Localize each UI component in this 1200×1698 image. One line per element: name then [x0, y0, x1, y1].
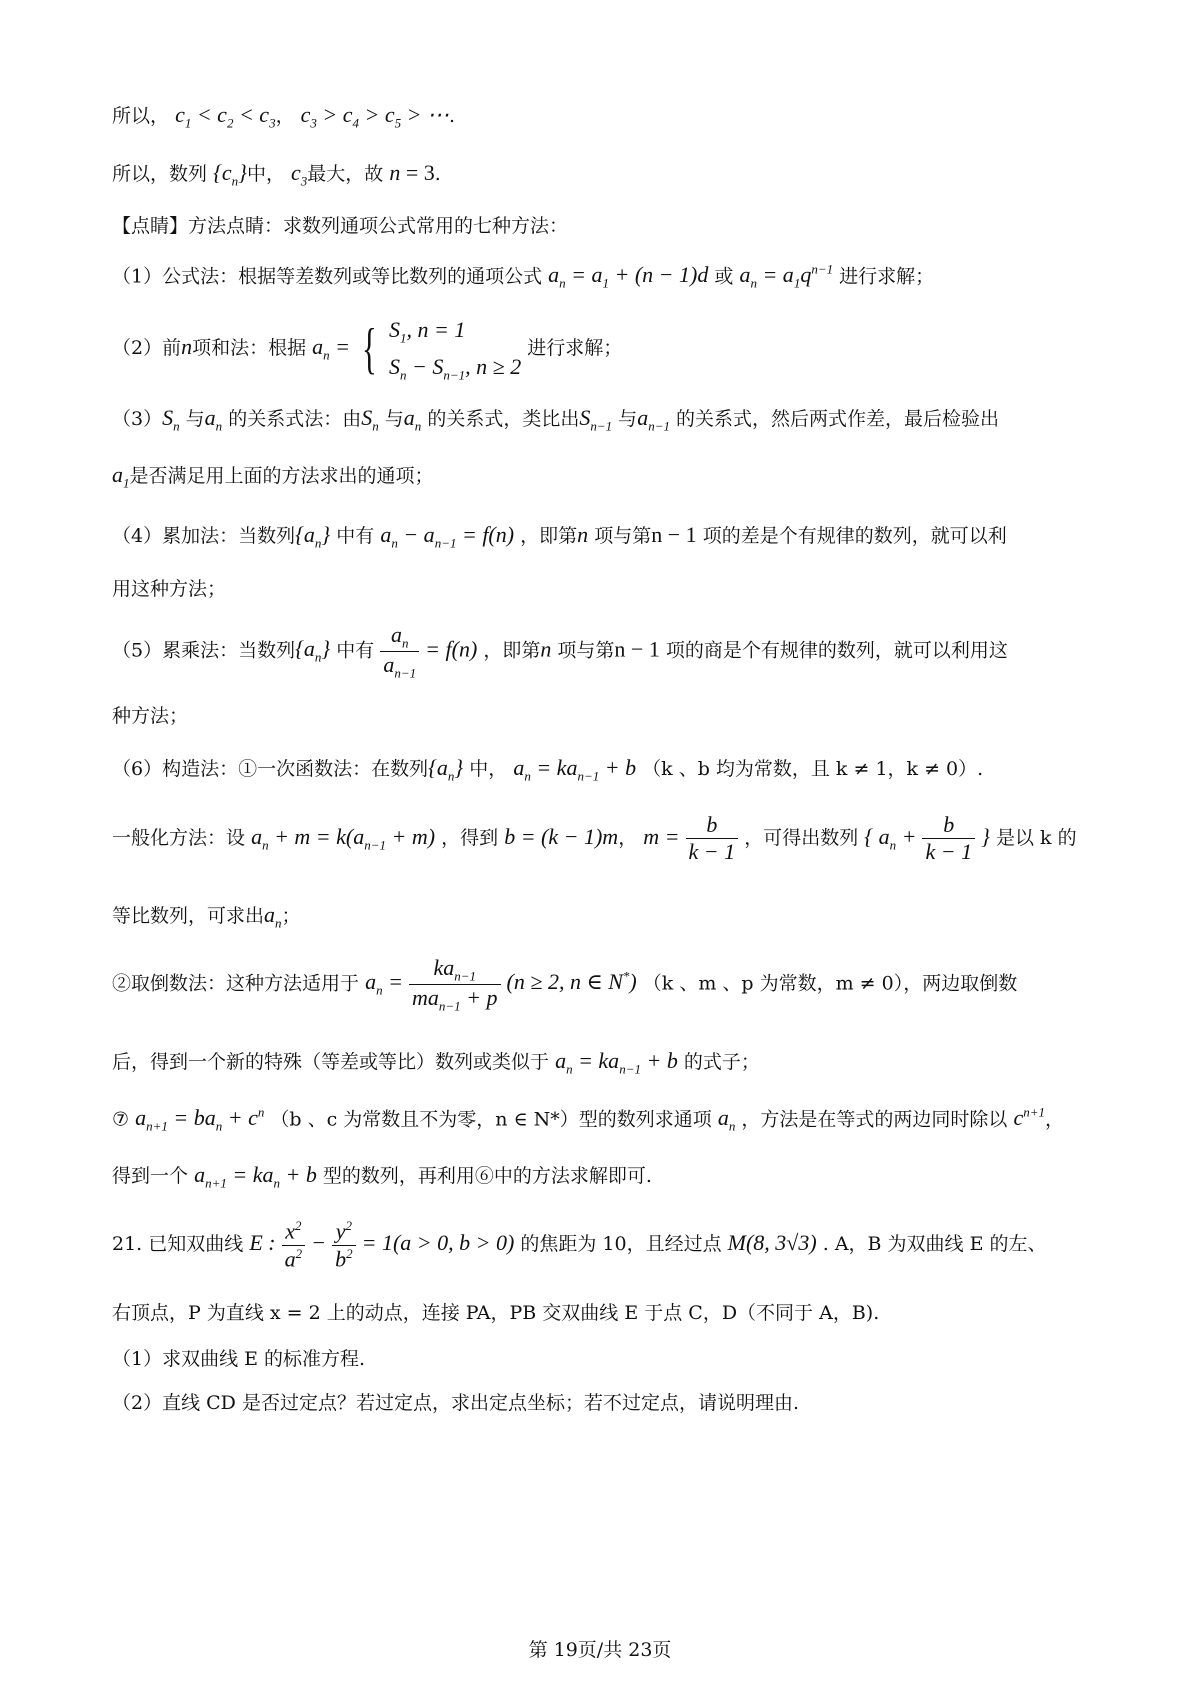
- line-9: 用这种方法；: [112, 578, 227, 600]
- line-2: 所以，数列 $\{c_n\}$中， $c_3$最大，故 n = 3.: [112, 160, 441, 189]
- line-13: 一般化方法：设 $a_n + m = k(a_{n-1} + m)$ ，得到 b = (k − 1)m， m = $\frac{b}{k - 1}$ ，可得出数列 { $a_n$ + $\frac{b}{k - 1}$ } 是以 k 的: [112, 812, 1077, 865]
- line-11: 种方法；: [112, 705, 189, 727]
- question-21: 21. 已知双曲线 E : $\frac{x^2}{a^2}$ − $\frac{y^2}{b^2}$ = 1(a > 0, b > 0) 的焦距为 10，且经过点 M(8, 3√3) . A，B 为双曲线 E 的左、: [112, 1218, 1047, 1272]
- question-21-part-2: （2）直线 CD 是否过定点？若过定点，求出定点坐标；若不过定点，请说明理由.: [112, 1392, 799, 1414]
- question-21-line-2: 右顶点，P 为直线 x = 2 上的动点，连接 PA，PB 交双曲线 E 于点 C，D（不同于 A，B).: [112, 1302, 880, 1324]
- line-15: ②取倒数法：这种方法适用于 $a_n$ = $\frac{ka_{n-1}}{ma_{n-1} + p}$ (n ≥ 2, n ∈ N*) （k 、m 、p 为常数，m ≠ 0），两边取倒数: [112, 955, 1018, 1014]
- line-1: 所以， $c_1 < c_2 < c_3$， $c_3 > c_4 > c_5$ > ⋯.: [112, 102, 456, 131]
- line-16: 后，得到一个新的特殊（等差或等比）数列或类似于 $a_n = ka_{n-1} + b$ 的式子；: [112, 1048, 760, 1077]
- question-21-part-1: （1）求双曲线 E 的标准方程.: [112, 1348, 366, 1370]
- line-5: （2）前n项和法：根据 $a_n$ = { $S_1$, n = 1 $S_n - S_{n-1}$, n ≥ 2 进行求解；: [112, 317, 623, 383]
- line-10: （5）累乘法：当数列$\{a_n\}$ 中有 $\frac{a_n}{a_{n-1}}$ = f(n) ，即第n 项与第n − 1 项的商是个有规律的数列，就可以利用这: [112, 622, 1008, 681]
- line-18: 得到一个 $a_{n+1} = ka_n + b$ 型的数列，再利用⑥中的方法求解即可.: [112, 1162, 652, 1191]
- line-3: 【点睛】方法点睛：求数列通项公式常用的七种方法：: [112, 215, 569, 237]
- line-4: （1）公式法：根据等差数列或等比数列的通项公式 $a_n = a_1 + (n - 1)d$ 或 $a_n = a_1q^{n-1}$ 进行求解；: [112, 262, 935, 291]
- line-7: $a_1$是否满足用上面的方法求出的通项；: [112, 462, 434, 491]
- page-footer: 第 19页/共 23页: [528, 1639, 672, 1661]
- line-6: $(3)S_n$ 与$a_n$ 的关系式法：由$S_n$ 与$a_n$ 的关系式，类比出$S_{n-1}$ 与$a_{n-1}$ 的关系式，然后两式作差，最后检验出: [112, 405, 1000, 434]
- line-8: （4）累加法：当数列$\{a_n\}$ 中有 $a_n - a_{n-1} = f(n)$ ，即第n 项与第n − 1 项的差是个有规律的数列，就可以利: [112, 522, 1007, 551]
- line-12: （6）构造法：①一次函数法：在数列$\{a_n\}$ 中， $a_n = ka_{n-1} + b$ （k 、b 均为常数，且 k ≠ 1，k ≠ 0）.: [112, 755, 984, 784]
- line-17: ⑦ $a_{n+1} = ba_n + c^n$ （b 、c 为常数且不为零，n ∈ N*）型的数列求通项 $a_n$ ，方法是在等式的两边同时除以 $c^{n+1}$，: [112, 1105, 1065, 1134]
- line-14: 等比数列，可求出$a_n$；: [112, 902, 301, 931]
